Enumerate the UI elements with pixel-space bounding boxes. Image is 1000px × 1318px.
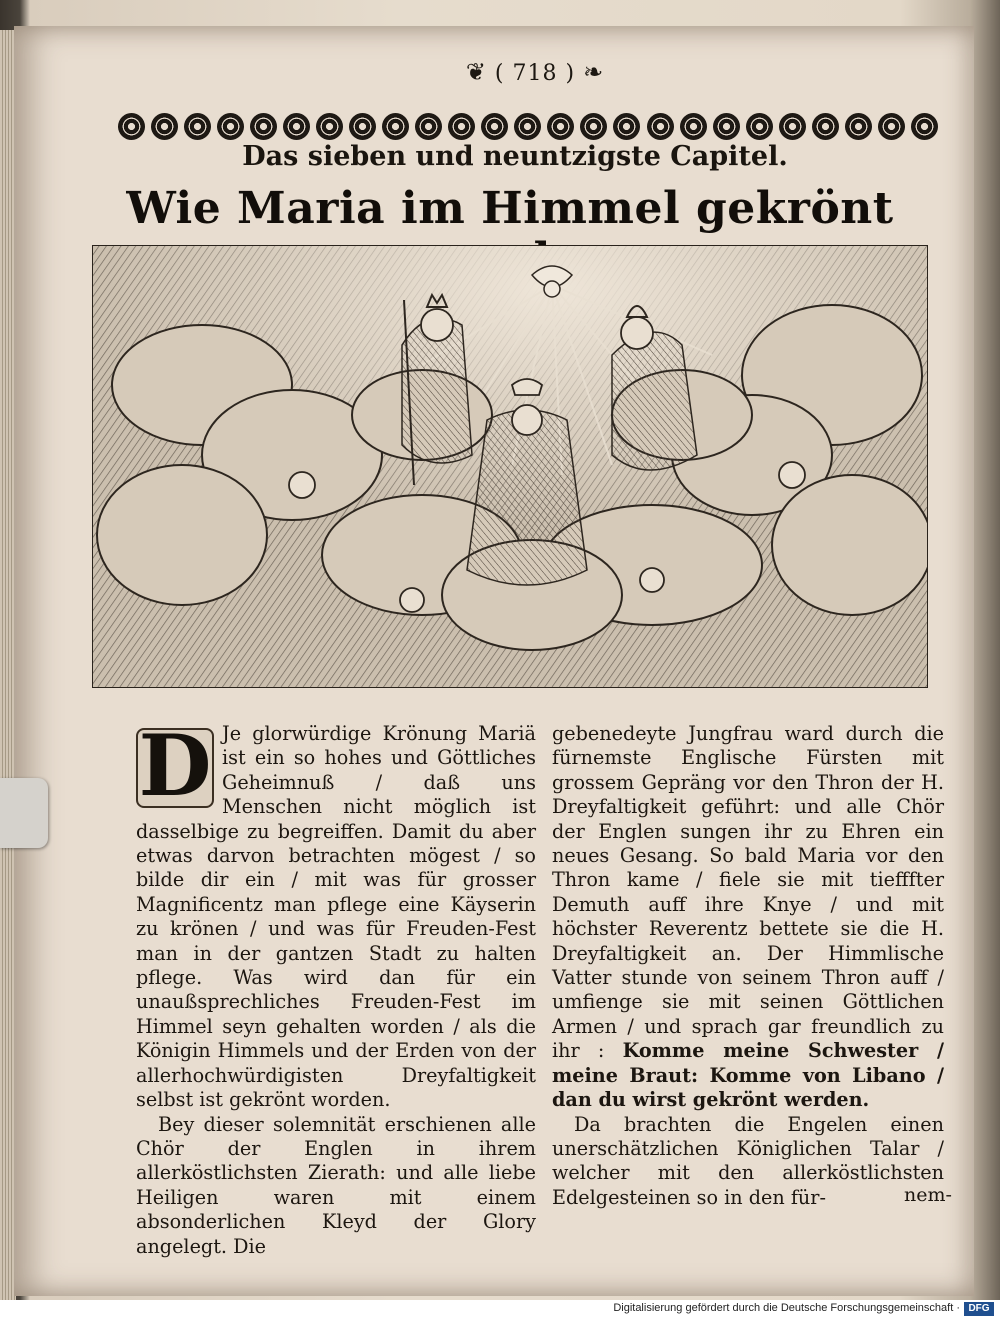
footer-credit: Digitalisierung gefördert durch die Deutsche Forschungsgemeinschaft · <box>613 1302 960 1314</box>
rosette-ornament-icon <box>448 113 475 140</box>
left-paragraph-2: Bey dieser solemnität erschienen alle Chör der Englen in ihrem allerköstlichsten Zierath: und alle liebe Heiligen waren mit einem absonderlichen Kleyd der Glory angelegt. Die <box>136 1112 536 1258</box>
rosette-ornament-icon <box>184 113 211 140</box>
page-title: Wie Maria im Himmel gekrönt <box>126 183 894 234</box>
right-fleuron-icon: ❧ <box>583 58 605 86</box>
right-paragraph-1: gebenedeyte Jungfrau ward durch die fürnemste Englische Fürsten mit grossem Gepräng vor den Thron der H. Dreyfaltigkeit geführt: und alle Chör der Englen sungen ihr zu Ehren ein neues Gesang. So bald Maria vor den Thron kame / fiele sie mit tiefffter Demuth auff ihre Knye / und mit höchster Reverentz bettete sie die H. Dreyfaltigkeit an. Der Himmlische Vatter stunde von seinem Thron auff / umfienge sie mit seinen Göttlichen Armen / und sprach gar freundlich zu ihr : <box>552 722 944 1063</box>
drop-cap: D <box>136 728 214 808</box>
coronation-engraving <box>92 245 928 688</box>
bookmark-ribbon <box>0 778 48 848</box>
dfg-logo: DFG <box>964 1302 994 1316</box>
rosette-ornament-icon <box>481 113 508 140</box>
right-paragraph-1-quote: Komme meine Schwester / meine Braut: Komme von Libano / dan du wirst gekrönt werden. <box>552 1039 944 1112</box>
left-paragraph-1: Je glorwürdige Krönung Mariä ist ein so hohes und Göttliches Geheimnuß / daß uns Menschen nicht möglich ist dasselbige zu begreiffen. Damit du aber etwas darvon betrachten mögest / so bilde dir ein / mit was für grosser Magnificentz man pflege eine Käyserin zu krönen / und was für Freuden-Fest man in der gantzen Stadt zu halten pflege. Was wird dan für ein unaußsprechliches Freuden-Fest im Himmel seyn gehalten worden / als die Königin Himmels und der Erden von der allerhochwürdigisten Dreyfaltigkeit selbst ist gekrönt worden. <box>136 722 536 1112</box>
rosette-ornament-icon <box>151 113 178 140</box>
rosette-ornament-icon <box>514 113 541 140</box>
text-column-left <box>136 716 536 1259</box>
catchword: nem- <box>904 1184 952 1206</box>
rosette-ornament-icon <box>547 113 574 140</box>
rosette-ornament-icon <box>613 113 640 140</box>
rosette-ornament-icon <box>812 113 839 140</box>
rosette-ornament-icon <box>250 113 277 140</box>
rosette-ornament-icon <box>316 113 343 140</box>
rosette-ornament-icon <box>647 113 674 140</box>
right-paragraph-2: Da brachten die Engelen einen unerschätzlichen Königlichen Talar / welcher mit den allerköstlichsten Edelgesteinen so in den für- <box>552 1112 944 1209</box>
rosette-ornament-icon <box>118 113 145 140</box>
rosette-ornament-icon <box>283 113 310 140</box>
page-number <box>440 58 630 86</box>
page-number-text: ( 718 ) <box>494 61 576 86</box>
text-column-right <box>552 722 944 1210</box>
rosette-ornament-icon <box>911 113 938 140</box>
rosette-ornament-icon <box>680 113 707 140</box>
rosette-ornament-icon <box>349 113 376 140</box>
rosette-ornament-icon <box>415 113 442 140</box>
rosette-ornament-icon <box>845 113 872 140</box>
rosette-ornament-icon <box>382 113 409 140</box>
rosette-ornament-icon <box>713 113 740 140</box>
rosette-ornament-icon <box>779 113 806 140</box>
chapter-heading: Das sieben und neuntzigste Capitel. <box>242 141 788 172</box>
left-fleuron-icon: ❦ <box>465 58 487 86</box>
rosette-ornament-icon <box>580 113 607 140</box>
rosette-ornament-icon <box>746 113 773 140</box>
rosette-ornament-icon <box>217 113 244 140</box>
footer-bar <box>0 1300 1000 1318</box>
rosette-ornament-icon <box>878 113 905 140</box>
